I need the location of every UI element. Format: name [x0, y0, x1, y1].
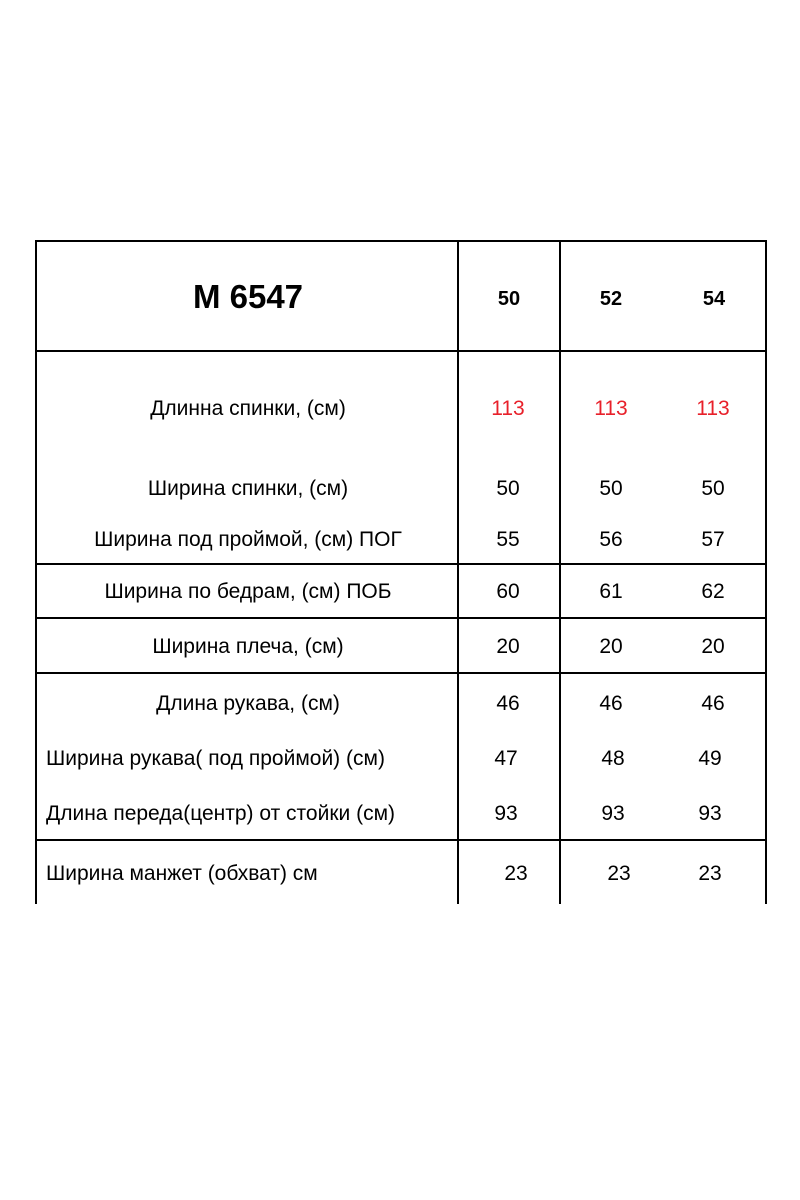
table-border-right	[765, 240, 767, 904]
row-label-sleeve-length: Длина рукава, (см)	[156, 692, 340, 715]
row-value-back-length-50: 113	[491, 397, 525, 420]
row-value-back-width-54: 50	[701, 477, 725, 500]
row-label-back-length: Длинна спинки, (см)	[150, 397, 346, 420]
row-value-shoulder-width-54: 20	[701, 635, 725, 658]
table-divider-1	[35, 563, 767, 565]
row-label-cuff-width: Ширина манжет (обхват) см	[46, 862, 318, 885]
row-value-sleeve-length-54: 46	[701, 692, 725, 715]
row-value-front-length-52: 93	[601, 802, 625, 825]
row-label-shoulder-width: Ширина плеча, (см)	[152, 635, 344, 658]
row-label-sleeve-width: Ширина рукава( под проймой) (см)	[46, 747, 385, 770]
row-value-chest-width-50: 55	[496, 528, 520, 551]
row-value-shoulder-width-52: 20	[599, 635, 623, 658]
table-divider-4	[35, 839, 767, 841]
model-title: М 6547	[192, 278, 304, 315]
row-value-sleeve-length-50: 46	[496, 692, 520, 715]
row-value-hip-width-50: 60	[496, 580, 520, 603]
row-value-sleeve-width-52: 48	[601, 747, 625, 770]
row-value-cuff-width-54: 23	[698, 862, 722, 885]
row-value-hip-width-54: 62	[701, 580, 725, 603]
row-label-back-width: Ширина спинки, (см)	[147, 477, 349, 500]
row-value-sleeve-width-50: 47	[494, 747, 518, 770]
table-border-top	[35, 240, 767, 242]
row-value-chest-width-54: 57	[701, 528, 725, 551]
row-label-front-length: Длина переда(центр) от стойки (см)	[46, 802, 396, 825]
row-label-chest-width: Ширина под проймой, (см) ПОГ	[94, 528, 402, 551]
row-value-chest-width-52: 56	[599, 528, 623, 551]
size-header-54: 54	[702, 288, 726, 310]
row-value-back-length-54: 113	[696, 397, 730, 420]
table-divider-header	[35, 350, 767, 352]
column-divider-2	[559, 240, 561, 904]
row-value-hip-width-52: 61	[599, 580, 623, 603]
table-divider-2	[35, 617, 767, 619]
row-label-hip-width: Ширина по бедрам, (см) ПОБ	[104, 580, 392, 603]
row-value-sleeve-length-52: 46	[599, 692, 623, 715]
row-value-back-length-52: 113	[594, 397, 628, 420]
row-value-back-width-50: 50	[496, 477, 520, 500]
row-value-sleeve-width-54: 49	[698, 747, 722, 770]
size-header-52: 52	[599, 288, 623, 310]
row-value-cuff-width-50: 23	[504, 862, 528, 885]
table-border-left	[35, 240, 37, 904]
row-value-front-length-54: 93	[698, 802, 722, 825]
row-value-cuff-width-52: 23	[607, 862, 631, 885]
column-divider-1	[457, 240, 459, 904]
table-divider-3	[35, 672, 767, 674]
row-value-shoulder-width-50: 20	[496, 635, 520, 658]
size-header-50: 50	[497, 288, 521, 310]
row-value-back-width-52: 50	[599, 477, 623, 500]
row-value-front-length-50: 93	[494, 802, 518, 825]
